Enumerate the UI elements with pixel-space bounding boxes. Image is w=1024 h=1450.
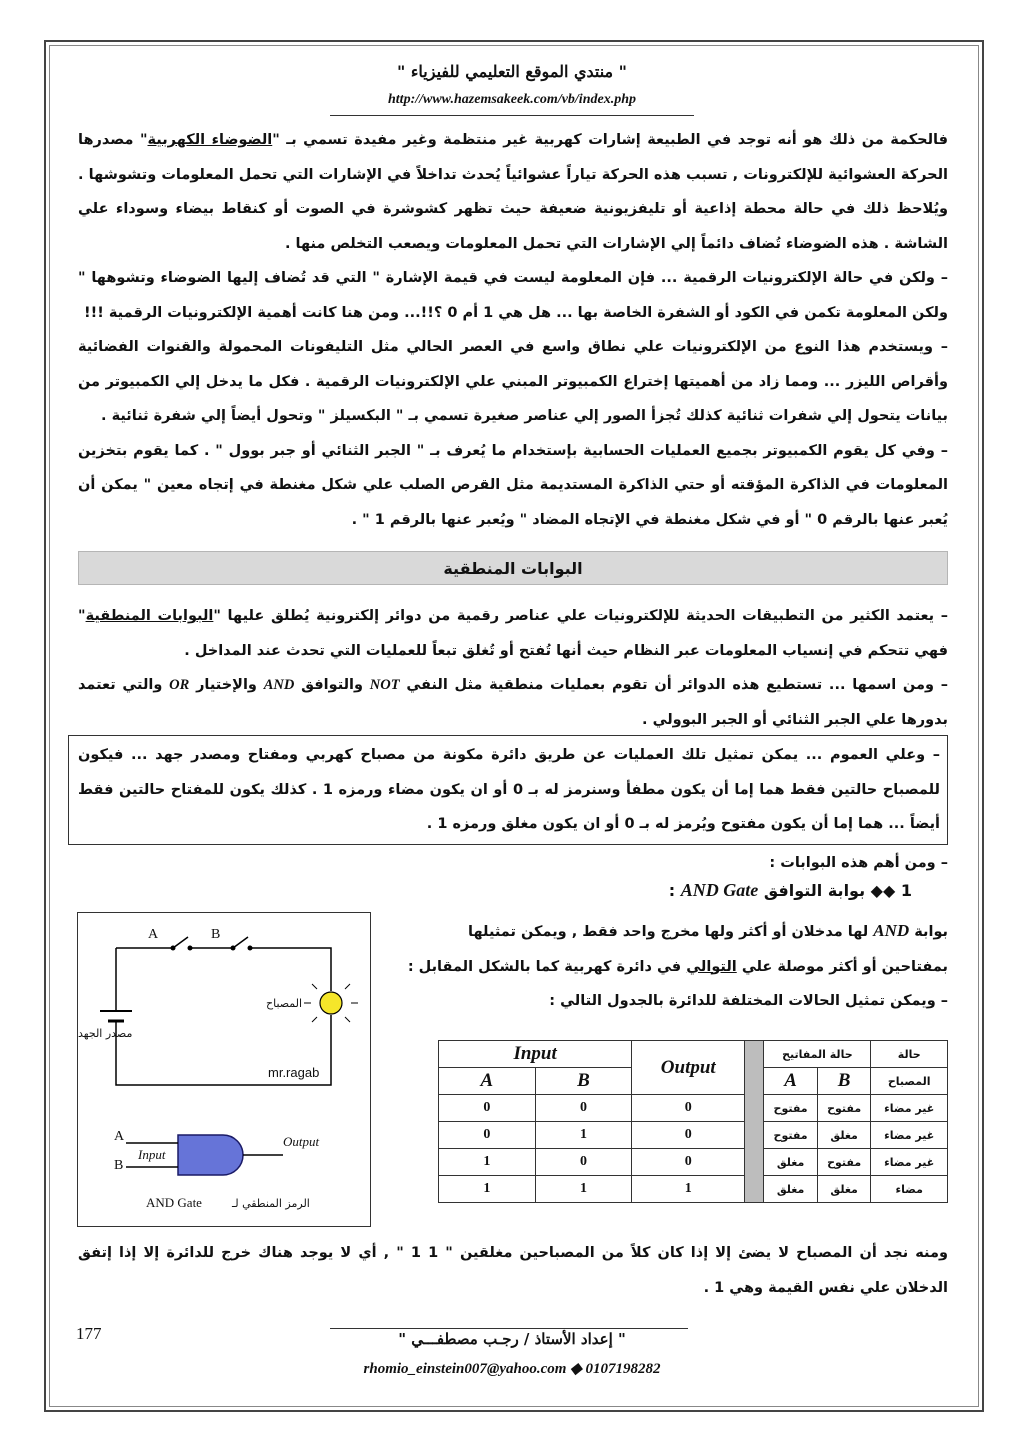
cell-lamp: غير مضاء xyxy=(871,1095,948,1122)
truth-table xyxy=(438,1040,948,1203)
cell-lamp: مضاء xyxy=(871,1176,948,1203)
cell-switch-b: مفتوح xyxy=(817,1149,871,1176)
page-number: 177 xyxy=(76,1324,102,1343)
cell-output: 0 xyxy=(632,1122,745,1149)
gate-caption-name: AND Gate xyxy=(146,1195,202,1210)
switch-b-label: B xyxy=(211,927,221,942)
gates-intro xyxy=(78,599,948,737)
gates-paragraph-1 xyxy=(78,599,948,668)
cell-lamp: غير مضاء xyxy=(871,1149,948,1176)
gate-input-a: A xyxy=(114,1129,125,1144)
header-switches: حالة المفاتيح xyxy=(764,1041,871,1068)
cell-a: 1 xyxy=(439,1176,536,1203)
gate1-line-2 xyxy=(390,950,948,985)
gates-p1-end: " فهي تتحكم في إنسياب المعلومات عبر النظام حيث أنها تُفتح أو تُغلق تبعاً للعمليات التي تحدث عند المداخل . xyxy=(78,608,948,659)
table-header-row-1 xyxy=(439,1041,948,1068)
gate1-description xyxy=(390,914,948,1019)
gate1-number: 1 xyxy=(900,881,912,900)
term-series: التوالي xyxy=(686,958,737,975)
cell-output: 1 xyxy=(632,1176,745,1203)
header-lamp-1: حالة xyxy=(871,1041,948,1068)
gate1-name: AND Gate xyxy=(680,880,759,900)
table-separator xyxy=(745,1041,764,1203)
gate1-line-1 xyxy=(390,914,948,950)
gate1-label: بوابة التوافق xyxy=(763,881,866,900)
cell-a: 0 xyxy=(439,1095,536,1122)
header-a: A xyxy=(439,1068,536,1095)
gate-input-label: Input xyxy=(138,1147,166,1162)
table-row xyxy=(439,1095,948,1122)
gate1-line2-b: في دائرة كهربية كما بالشكل المقابل : xyxy=(407,958,682,975)
cell-output: 0 xyxy=(632,1095,745,1122)
gate1-line1-a: بوابة xyxy=(914,924,948,940)
conclusion-text: ومنه نجد أن المصباح لا يضئ إلا إذا كان كلاً من المصباحين مغلقين " 1 1 " , أي لا يوجد هناك خرج للدائرة إلا إذا إتفق الدخلان علي نفس القيمة وهي 1 . xyxy=(78,1245,948,1296)
header-switch-b: B xyxy=(817,1068,871,1095)
gates-p2-b: والتوافق xyxy=(301,677,364,693)
cell-switch-a: مفتوح xyxy=(764,1095,818,1122)
cell-b: 1 xyxy=(535,1122,632,1149)
header-divider xyxy=(330,115,694,116)
site-url[interactable]: http://www.hazemsakeek.com/vb/index.php xyxy=(388,92,636,107)
gate-output-label: Output xyxy=(283,1134,320,1149)
term-logic-gates: البوابات المنطقية xyxy=(85,608,214,624)
cell-a: 0 xyxy=(439,1122,536,1149)
site-title: " منتدي الموقع التعليمي للفيزياء " xyxy=(396,62,628,81)
boxed-note: – وعلي العموم ... يمكن تمثيل تلك العمليات عن طريق دائرة مكونة من مصباح كهربي ومفتاح ومصدر جهد ... فيكون للمصباح حالتين فقط هما إما أن يكون مطفأ وسنرمز له بـ 0 أو ان يكون مضاء ورمزه 1 . كذلك يكون للمفتاح حالتين فقط أيضاً ... هما إما أن يكون مفتوح ويُرمز له بـ 0 أو ان يكون مغلق ورمزه 1 . xyxy=(78,747,940,832)
intro-paragraph-1 xyxy=(78,123,948,261)
section-heading: البوابات المنطقية xyxy=(78,551,948,585)
term-not: NOT xyxy=(369,677,400,693)
term-electrical-noise: الضوضاء الكهربية xyxy=(147,132,273,148)
intro-paragraph-4: – وفي كل يقوم الكمبيوتر بجميع العمليات الحسابية بإستخدام ما يُعرف بـ " الجبر الثنائي أو جبر بوول " . كما يقوم بتخزين المعلومات في الذاكرة المؤقته أو حتي الذاكرة المستديمة مثل القرص الصلب علي شكل مغنطة في إتجاه معين " يمكن أن يُعبر عنها بالرقم 0 " أو في شكل مغنطة في الإتجاه المضاد " ويُعبر عنها بالرقم 1 " . xyxy=(78,442,948,528)
intro-p1-end: " مصدرها الحركة العشوائية للإلكترونات , تسبب هذه الحركة تياراً عشوائياً يُحدث تداخلاً في الإشارات التي تحمل المعلومات وتشوشها . ويُلاحظ ذلك في حالة محطة إذاعية أو تليفزيونية ضعيفة حيث تظهر كشوشرة في الصوت أو كنقاط بيضاء وسوداء علي الشاشة . هذه الضوضاء تُضاف دائماً إلي الإشارات التي تحمل المعلومات ويصعب التخلص منها . xyxy=(78,132,948,252)
gate1-title xyxy=(669,880,912,901)
circuit-figure xyxy=(77,912,371,1227)
gate1-line1-b: لها مدخلان أو أكثر ولها مخرج واحد فقط , ويمكن تمثيلها xyxy=(468,924,869,940)
cell-b: 1 xyxy=(535,1176,632,1203)
gates-p1-start: – يعتمد الكثير من التطبيقات الحديثة للإلكترونيات علي عناصر رقمية من دوائر إلكترونية يُطلق عليها " xyxy=(213,608,948,624)
table-row xyxy=(439,1149,948,1176)
intro-paragraph-2: – ولكن في حالة الإلكترونيات الرقمية ... فإن المعلومة ليست في قيمة الإشارة " التي قد تُضاف إليها الضوضاء وتشوهها " ولكن المعلومة تكمن في الكود أو الشفرة الخاصة بها ... هل هي 1 أم 0 ؟!!... ومن هنا كانت أهمية الإلكترونيات الرقمية !!! xyxy=(78,270,948,321)
intro-p1-start: فالحكمة من ذلك هو أنه توجد في الطبيعة إشارات كهربية غير منتظمة وغير مفيدة تسمي بـ " xyxy=(272,132,948,148)
gates-p2-d: والتي تعتمد بدورها علي الجبر الثنائي أو الجبر البوولي . xyxy=(78,677,948,728)
circuit-diagram xyxy=(78,913,370,1226)
switch-a-label: A xyxy=(148,927,159,942)
header-b: B xyxy=(535,1068,632,1095)
cell-output: 0 xyxy=(632,1149,745,1176)
gate1-line-3: – ويمكن تمثيل الحالات المختلفة للدائرة بالجدول التالي : xyxy=(549,993,948,1009)
gate1-and-term: AND xyxy=(873,921,910,940)
gate1-line2-a: بمفتاحين أو أكثر موصلة علي xyxy=(741,958,948,975)
diamond-bullet-icon: ◆◆ xyxy=(870,881,896,900)
header-switch-a: A xyxy=(764,1068,818,1095)
footer-author: " إعداد الأستاذ / رجـب مصطفـــي " xyxy=(398,1330,626,1348)
table-row xyxy=(439,1122,948,1149)
figure-credit: mr.ragab xyxy=(268,1065,320,1080)
gate-caption-ar: الرمز المنطقي لـ xyxy=(232,1197,310,1210)
gate1-colon: : xyxy=(668,881,676,900)
cell-switch-b: مفتوح xyxy=(817,1095,871,1122)
gates-paragraph-2 xyxy=(78,668,948,737)
cell-a: 1 xyxy=(439,1149,536,1176)
cell-switch-a: مغلق xyxy=(764,1176,818,1203)
cell-lamp: غير مضاء xyxy=(871,1122,948,1149)
cell-b: 0 xyxy=(535,1149,632,1176)
gates-p2-c: والإختيار xyxy=(196,677,257,693)
table-row xyxy=(439,1176,948,1203)
gates-p2-a: – ومن اسمها ... تستطيع هذه الدوائر أن تقوم بعمليات منطقية مثل النفي xyxy=(406,677,948,693)
lamp-label: المصباح xyxy=(266,997,303,1010)
intro-section xyxy=(78,123,948,537)
cell-switch-a: مفتوح xyxy=(764,1122,818,1149)
header-lamp-2: المصباح xyxy=(871,1068,948,1095)
gate-input-b: B xyxy=(114,1158,124,1173)
conclusion xyxy=(78,1236,948,1305)
cell-switch-b: مغلق xyxy=(817,1122,871,1149)
footer-contact: rhomio_einstein007@yahoo.com ◆ 0107198282 xyxy=(363,1361,661,1377)
list-intro: – ومن أهم هذه البوابات : xyxy=(769,855,948,871)
intro-paragraph-3: – ويستخدم هذا النوع من الإلكترونيات علي نطاق واسع في العصر الحالي مثل التليفونات المحمولة والقنوات الفضائية وأقراص الليزر ... ومما زاد من أهميتها إختراع الكمبيوتر المبني علي الإلكترونيات الرقمية . فكل ما يدخل إلي الكمبيوتر من بيانات يتحول إلي شفرات ثنائية كذلك تُجزأ الصور إلي عناصر صغيرة تسمي بـ " البكسيلز " وتحول أيضاً إلي شفرة ثنائية . xyxy=(78,339,948,424)
cell-b: 0 xyxy=(535,1095,632,1122)
term-and: AND xyxy=(263,677,295,693)
and-gate-symbol xyxy=(178,1135,243,1175)
header-input: Input xyxy=(439,1041,632,1068)
term-or: OR xyxy=(169,677,190,693)
cell-switch-b: مغلق xyxy=(817,1176,871,1203)
cell-switch-a: مغلق xyxy=(764,1149,818,1176)
header-output: Output xyxy=(632,1041,745,1095)
footer-divider xyxy=(330,1328,688,1329)
source-label: مصدر الجهد xyxy=(78,1027,133,1040)
